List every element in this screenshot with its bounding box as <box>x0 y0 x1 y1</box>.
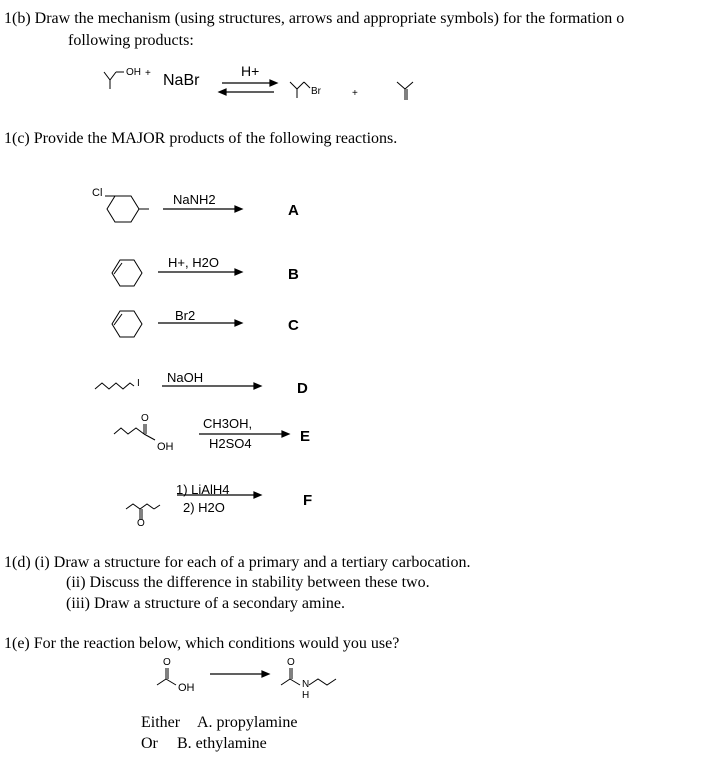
bromine-label: Br <box>311 86 321 97</box>
hydrogen-label: H <box>302 690 310 701</box>
option-a: A. propylamine <box>197 714 298 731</box>
question-1c-heading: 1(c) Provide the MAJOR products of the following reactions. <box>4 130 398 147</box>
option-b: B. ethylamine <box>177 735 267 752</box>
question-1e-heading: 1(e) For the reaction below, which conditions would you use? <box>4 635 400 652</box>
carbonyl-oxygen-label: O <box>141 413 149 424</box>
acid-catalyst-label: H+ <box>241 63 260 79</box>
hydroxyl-label: OH <box>178 682 195 694</box>
reagent-f-top-label: 1) LiAlH4 <box>176 482 230 497</box>
reagent-e-top-label: CH3OH, <box>203 416 253 431</box>
carbonyl-oxygen-label: O <box>287 657 295 668</box>
product-c-label: C <box>288 317 299 334</box>
reagent-b-label: H+, H2O <box>168 255 219 270</box>
reagent-c-label: Br2 <box>175 308 196 323</box>
product-b-label: B <box>288 266 299 283</box>
option-b-prefix: Or <box>141 735 158 752</box>
option-a-prefix: Either <box>141 714 181 731</box>
hydroxyl-label: OH <box>157 441 174 453</box>
question-1b-line2: following products: <box>68 32 194 49</box>
question-1d-line1: 1(d) (i) Draw a structure for each of a primary and a tertiary carbocation. <box>4 554 471 571</box>
carbonyl-oxygen-label: O <box>137 518 145 529</box>
product-a-label: A <box>288 202 299 219</box>
carbonyl-oxygen-label: O <box>163 657 171 668</box>
reaction-arrow-e-amide <box>210 671 269 677</box>
question-1d-line3: (iii) Draw a structure of a secondary amine. <box>66 595 345 612</box>
product-e-label: E <box>300 428 311 445</box>
product-d-label: D <box>297 380 308 397</box>
plus-sign: + <box>352 88 358 99</box>
plus-sign: + <box>145 68 151 79</box>
hydroxyl-label: OH <box>126 67 141 78</box>
reagent-d-label: NaOH <box>167 370 204 385</box>
product-f-label: F <box>303 492 313 509</box>
acetic-acid-structure <box>157 668 176 685</box>
reagent-a-label: NaNH2 <box>173 192 216 207</box>
nabr-label: NaBr <box>163 72 200 89</box>
reagent-e-bottom-label: H2SO4 <box>209 436 252 451</box>
question-1d-line2: (ii) Discuss the difference in stability between these two. <box>66 574 430 591</box>
question-1b-line1: 1(b) Draw the mechanism (using structures, arrows and appropriate symbols) for the formation o <box>4 10 625 27</box>
nitrogen-label: N <box>302 679 310 690</box>
chlorine-label: Cl <box>92 187 103 199</box>
iodine-label: I <box>137 378 140 389</box>
reagent-f-bottom-label: 2) H2O <box>183 500 225 515</box>
